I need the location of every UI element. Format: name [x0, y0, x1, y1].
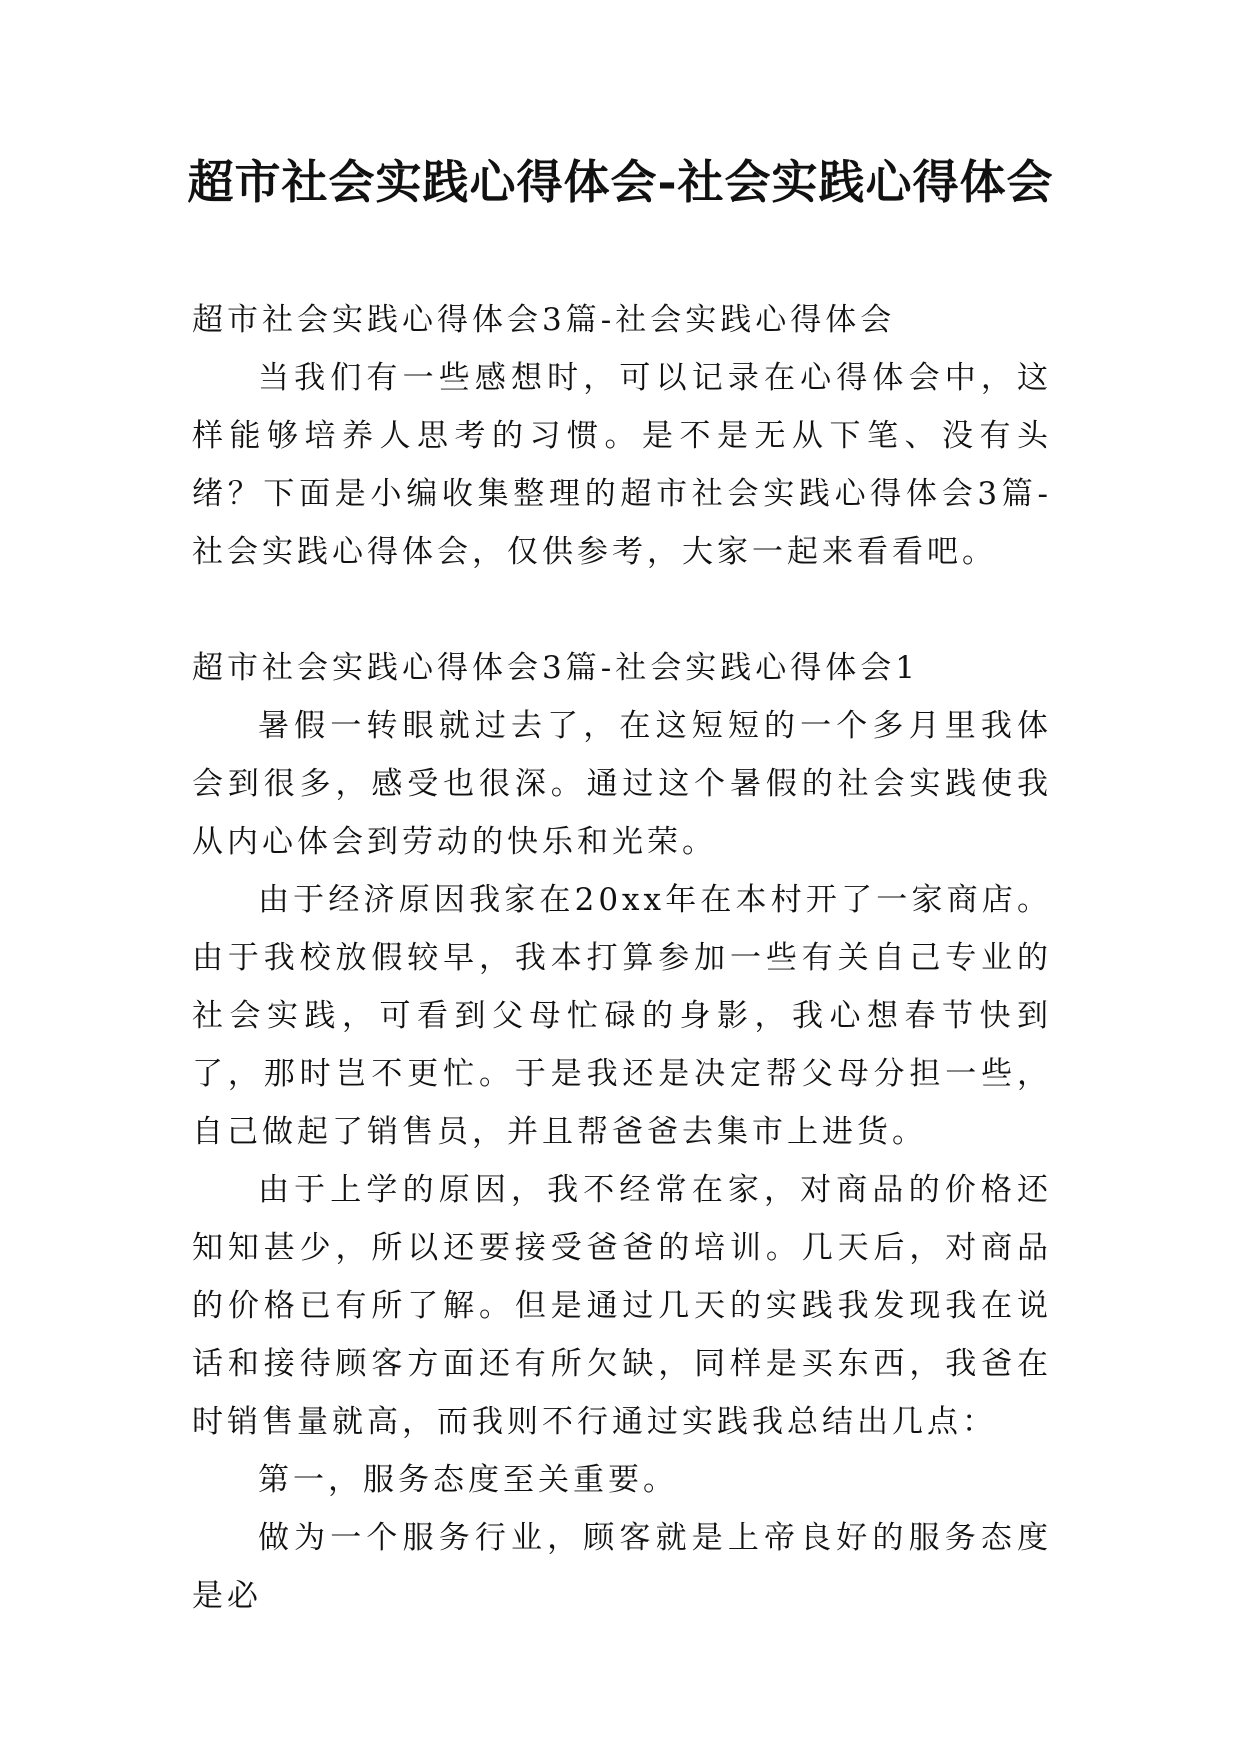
intro-paragraph: 当我们有一些感想时，可以记录在心得体会中，这样能够培养人思考的习惯。是不是无从下笔、没有头绪？下面是小编收集整理的超市社会实践心得体会3篇-社会实践心得体会，仅供参考，大家一起来看看吧。 — [192, 360, 1052, 570]
body-paragraph: 做为一个服务行业，顾客就是上帝良好的服务态度是必 — [192, 1520, 1052, 1614]
body-paragraph: 由于上学的原因，我不经常在家，对商品的价格还知知甚少，所以还要接受爸爸的培训。几天后，对商品的价格已有所了解。但是通过几天的实践我发现我在说话和接待顾客方面还有所欠缺，同样是买东西，我爸在时销售量就高，而我则不行通过实践我总结出几点： — [192, 1172, 1052, 1440]
document-body — [192, 291, 1052, 1625]
section-heading: 超市社会实践心得体会3篇-社会实践心得体会1 — [192, 650, 919, 686]
document-title: 超市社会实践心得体会-社会实践心得体会 — [187, 155, 1054, 209]
body-paragraph: 第一，服务态度至关重要。 — [258, 1462, 678, 1498]
body-paragraph: 暑假一转眼就过去了，在这短短的一个多月里我体会到很多，感受也很深。通过这个暑假的社会实践使我从内心体会到劳动的快乐和光荣。 — [192, 708, 1052, 860]
section-heading: 超市社会实践心得体会3篇-社会实践心得体会 — [192, 302, 896, 338]
body-paragraph: 由于经济原因我家在20xx年在本村开了一家商店。由于我校放假较早，我本打算参加一些有关自己专业的社会实践，可看到父母忙碌的身影，我心想春节快到了，那时岂不更忙。于是我还是决定帮父母分担一些，自己做起了销售员，并且帮爸爸去集市上进货。 — [192, 882, 1052, 1150]
